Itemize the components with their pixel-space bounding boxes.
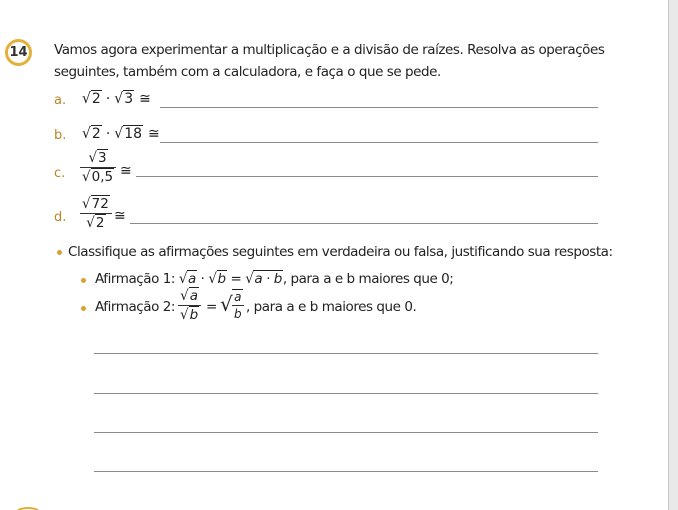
answer-line-c[interactable]	[136, 176, 598, 177]
answer-line-1[interactable]	[94, 353, 598, 354]
item-c-letter: c.	[54, 166, 66, 181]
answer-line-4[interactable]	[94, 471, 598, 472]
item-c-approx: ≅	[120, 163, 132, 179]
item-d-letter: d.	[54, 210, 67, 225]
bullet-icon	[81, 278, 86, 283]
bullet-icon	[57, 250, 62, 255]
answer-line-2[interactable]	[94, 393, 598, 394]
sqrt-sign: √2	[82, 90, 101, 108]
bullet-icon	[81, 306, 86, 311]
affirmation-2-eq: =	[206, 299, 217, 315]
sqrt-sign: √18	[114, 125, 143, 143]
item-d-approx: ≅	[114, 208, 126, 224]
item-a-letter: a.	[54, 93, 67, 108]
exercise-number: 14	[9, 45, 28, 60]
answer-line-a[interactable]	[160, 107, 598, 108]
item-b-letter: b.	[54, 128, 67, 143]
item-a-expression: √2 · √3 ≅	[82, 90, 151, 108]
affirmation-2-fraction: √a √b	[178, 288, 201, 323]
affirmation-2-label: Afirmação 2:	[95, 299, 175, 315]
bottom-accent-mark	[0, 506, 60, 510]
item-c-fraction: √3 √0,5	[80, 150, 116, 185]
answer-line-3[interactable]	[94, 432, 598, 433]
answer-line-b[interactable]	[160, 142, 598, 143]
sqrt-sign: √	[220, 292, 233, 316]
sqrt-sign: √2	[82, 125, 101, 143]
affirmation-2-tail: , para a e b maiores que 0.	[246, 299, 417, 315]
affirmation-1: Afirmação 1: √a · √b = √a · b, para a e b maiores que 0;	[95, 270, 454, 288]
exercise-statement-line1: Vamos agora experimentar a multiplicação e a divisão de raízes. Resolva as operações	[54, 42, 605, 58]
sqrt-sign: √3	[114, 90, 134, 108]
exercise-number-badge	[5, 39, 32, 66]
exercise-statement-line2: seguintes, também com a calculadora, e faça o que se pede.	[54, 64, 441, 80]
affirmation-2-inner-fraction: a b	[234, 290, 242, 321]
item-b-expression: √2 · √18 ≅	[82, 125, 160, 143]
item-d-fraction: √72 √2	[80, 196, 112, 231]
page-edge	[668, 0, 678, 510]
classify-instruction: Classifique as afirmações seguintes em verdadeira ou falsa, justificando sua resposta:	[68, 244, 613, 260]
answer-line-d[interactable]	[130, 223, 598, 224]
